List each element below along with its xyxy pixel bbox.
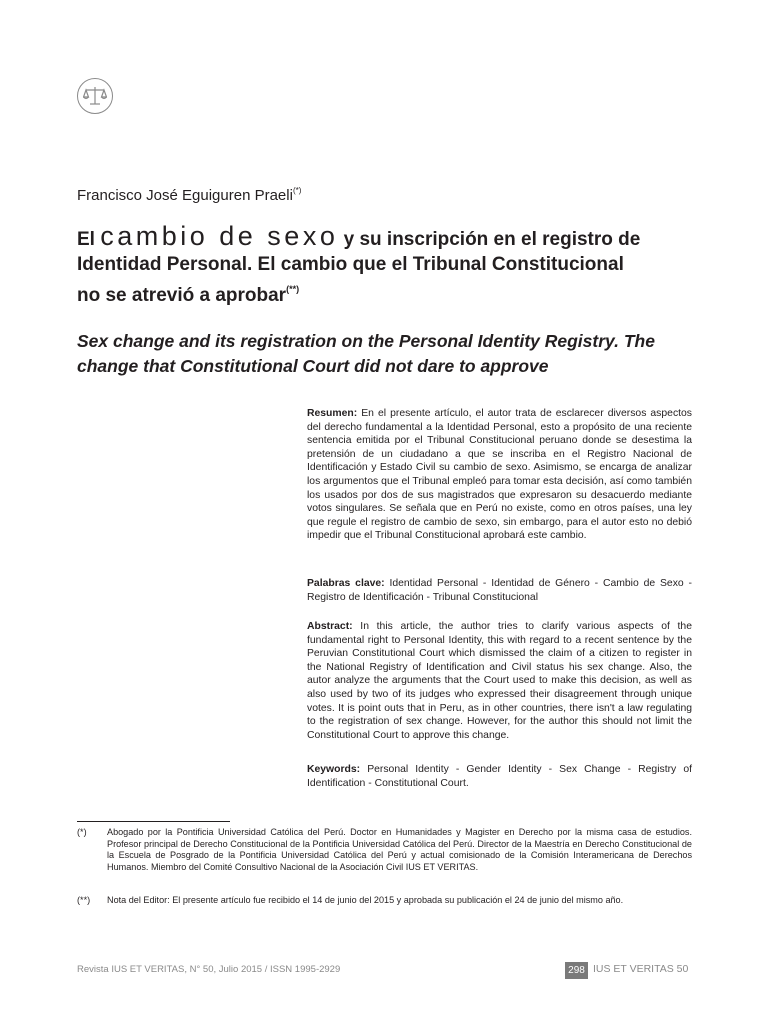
keywords-paragraph [307,763,692,790]
footnote-author [77,827,692,874]
resumen-label: Resumen: [307,408,358,419]
keywords-label: Keywords: [307,764,361,775]
palabras-text: Identidad Personal - Identidad de Género - Cambio de Sexo - Registro de Identificación - Tribunal Constitucional [307,578,692,603]
scales-of-justice-icon [83,85,107,107]
resumen-paragraph [307,407,692,543]
author-name: Francisco José Eguiguren Praeli [77,187,293,204]
palabras-label: Palabras clave: [307,578,385,589]
author-footnote-mark: (*) [292,186,302,195]
footnote-text: Abogado por la Pontificia Universidad Católica del Perú. Doctor en Humanidades y Magister en Derecho por la misma casa de estudios. Profesor principal de Derecho Constitucional de la Pontificia Universidad Católica del Perú. Director de la Maestría en Derecho Constitucional de la Escuela de Posgrado de la Pontificia Universidad Católica del Perú y actual comisionado de la Comisión Interamericana de Derechos Humanos. Miembro del Comité Consultivo Nacional de la Asociación Civil IUS ET VERITAS. [107,827,692,873]
title-line2: Identidad Personal. El cambio que el Tribunal Constitucional [77,253,624,275]
title-footnote-mark: (**) [286,284,300,294]
footnote-mark: (*) [77,827,87,837]
title-el: El [77,229,101,250]
resumen-text: En el presente artículo, el autor trata de esclarecer diversos aspectos del derecho fundamental a la Identidad Personal, esto a propósito de una reciente sentencia emitida por el Tribunal Constitucional peruano donde se desestima la pretensión de un ciudadano a que se inscriba en el Registro Nacional de Identificación y Estado Civil su cambio de sexo. Asimismo, se encarga de analizar los argumentos que el Tribunal empleó para tomar esta decisión, así como también los usados por dos de sus magistrados que expresaron su desacuerdo mediante votos singulares. Se señala que en Perú no existe, como en otros países, una ley que regule el registro de cambio de sexo, sin embargo, para el autor esto no debió impedir que el Tribunal Constitucional aprobará este cambio. [307,408,692,542]
abstract-text: In this article, the author tries to clarify various aspects of the fundamental right to Personal Identity, this with regard to a recent sentence by the Peruvian Constitutional Court which dismissed the claim of a citizen to register in the National Registry of Identification and Civil status his sex change. Also, the autor analyze the arguments that the Court used to make this decision, as well as also used by two of its judges who expressed their disagreement through unique votes. It is point outs that in Peru, as in other countries, there isn't a law regulating to the registration of sex change. However, for the author this should not limit the Constitutional Court to approve this change. [307,621,692,741]
journal-logo [77,78,113,114]
page-number: 298 [565,962,588,979]
keywords-text: Personal Identity - Gender Identity - Sex Change - Registry of Identification - Constitutional Court. [307,764,692,789]
footnote-editor [77,895,692,907]
palabras-clave-paragraph [307,577,692,604]
article-title [77,221,697,309]
footnote-divider [77,821,230,822]
article-subtitle-english: Sex change and its registration on the Personal Identity Registry. The change that Constitutional Court did not dare to approve [77,331,655,376]
title-line3: no se atrevió a aprobar [77,285,287,306]
title-cambio-de-sexo: cambio de sexo [100,221,339,251]
abstract-label: Abstract: [307,621,353,632]
footer-journal-name: IUS ET VERITAS 50 [593,963,689,975]
footnote-text: Nota del Editor: El presente artículo fue recibido el 14 de junio del 2015 y aprobada su publicación el 24 de junio del mismo año. [107,895,624,905]
footer-journal-citation: Revista IUS ET VERITAS, N° 50, Julio 2015 / ISSN 1995-2929 [77,964,341,975]
footnote-mark: (**) [77,895,91,905]
article-author [77,186,301,204]
abstract-paragraph [307,620,692,742]
title-rest-line1: y su inscripción en el registro de [338,229,641,250]
